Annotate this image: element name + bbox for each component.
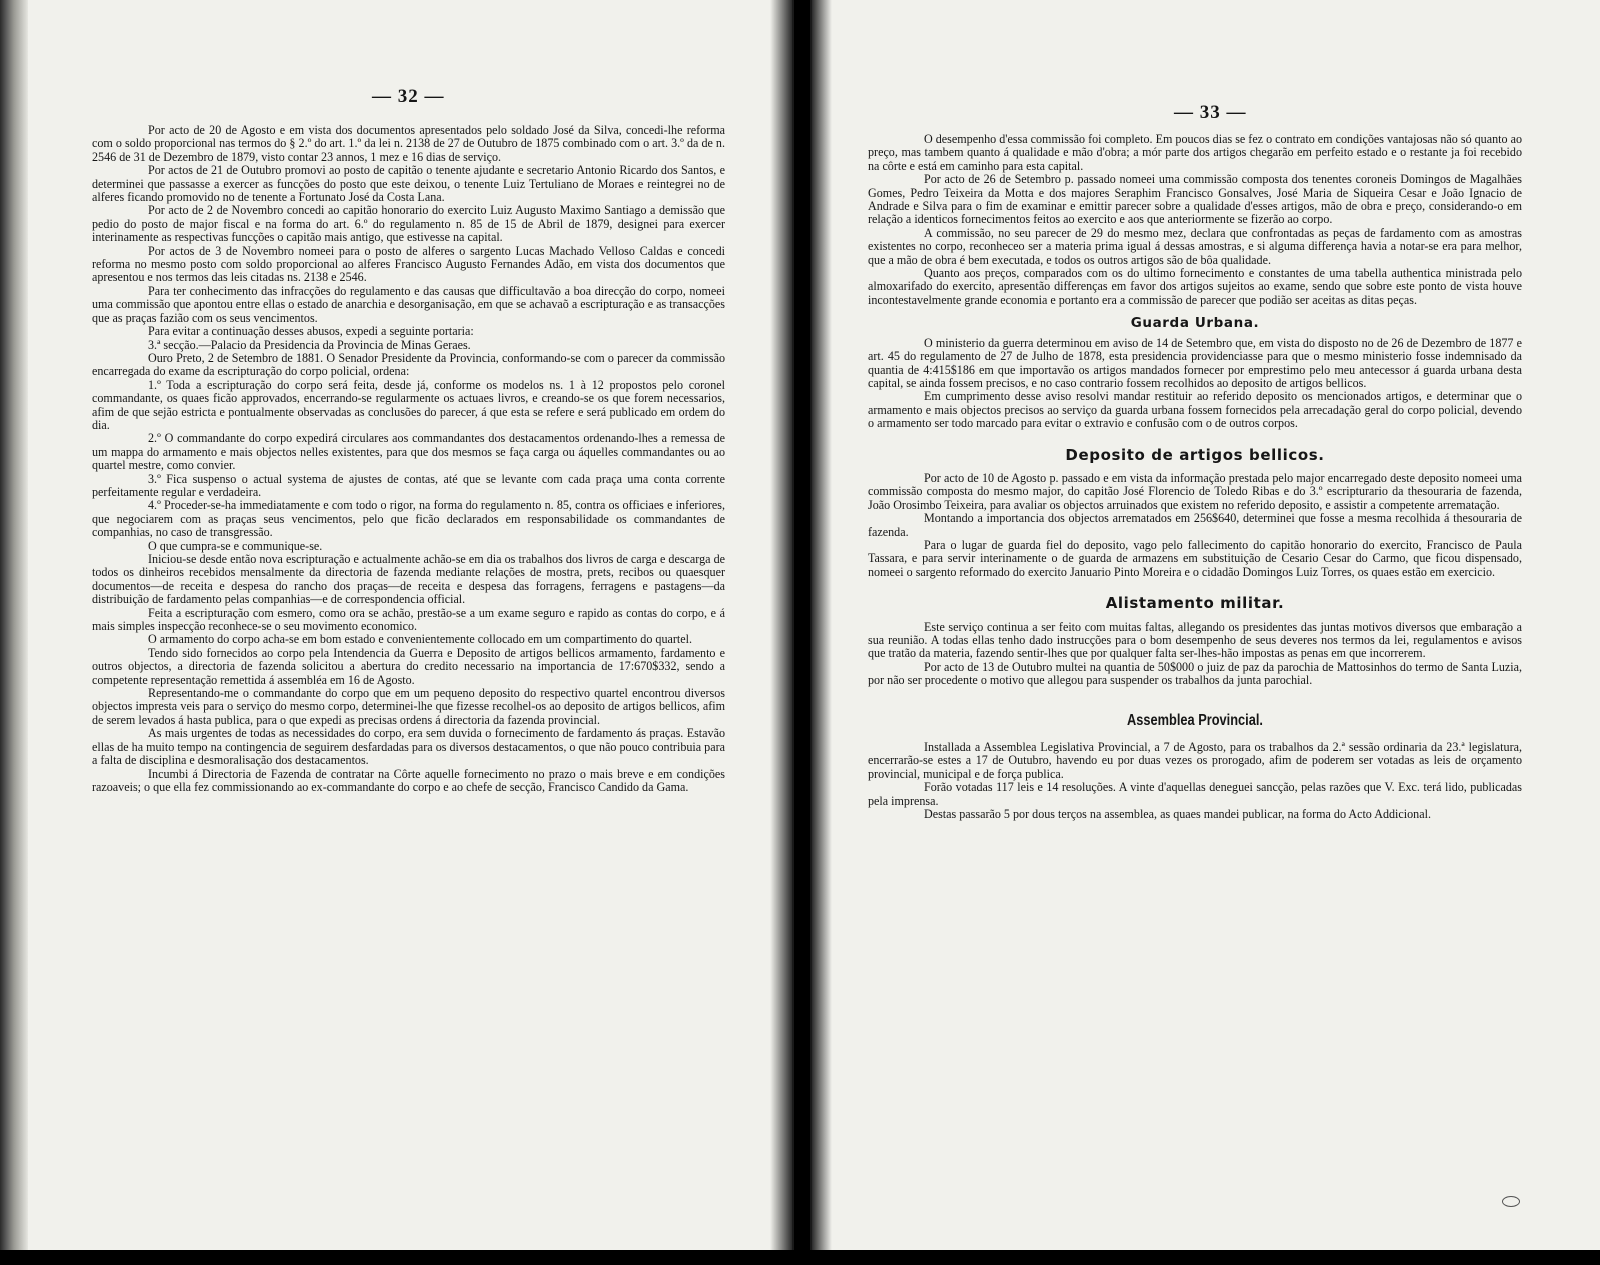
paragraph: A commissão, no seu parecer de 29 do mesmo mez, declara que confrontadas as peças de fardamento com as amostras existentes no corpo, reconheceo ser a materia prima igual á dessas amostras, e si alguma differença havia a notar-se era para melhor, que a mão de obra é bem executada, e todos os outros artigos são de bôa qualidade. bbox=[868, 225, 1522, 267]
paragraph: 2.º O commandante do corpo expedirá circulares aos commandantes dos destacamentos ordenando-lhes a remessa de um mappa do armamento e mais objectos nelles existentes, para que dos mesmos se faça carga ou áquelles commandantes ou ao quartel mestre, como convier. bbox=[92, 431, 725, 473]
right-page bbox=[810, 0, 1600, 1250]
paragraph: As mais urgentes de todas as necessidades do corpo, era sem duvida o fornecimento de fardamento ás praças. Estavão ellas de ha muito tempo na contingencia de seguirem desfardadas para os diversos destacamentos, o que não pouco contribuia para a falta de disciplina e desmoralisação dos destacamentos. bbox=[92, 726, 725, 768]
paragraph: Installada a Assemblea Legislativa Provincial, a 7 de Agosto, para os trabalhos da 2.ª sessão ordinaria da 23.ª legislatura, encerrarão-se estes a 17 de Outubro, havendo eu por duas vezes os prorogado, afim de poderem ser votadas as leis de orçamento provincial, municipal e de força publica. bbox=[868, 740, 1522, 781]
paragraph: 3.º Fica suspenso o actual systema de ajustes de contas, até que se levante com cada praça uma conta corrente perfeitamente regular e verdadeira. bbox=[92, 471, 725, 499]
page-stack-edge bbox=[0, 0, 28, 1250]
paragraph: Por acto de 26 de Setembro p. passado nomeei uma commissão composta dos tenentes coroneis Domingos de Magalhães Gomes, Pedro Teixeira da Motta e dos majores Seraphim Francisco Gonsalves, José Maria de Siqueira Cesar e João Ignacio de Andrade e Silva para o fim de examinar e emittir parecer sobre a qualidade d'esses artigos, mão de obra e preço, considerando-o em relação a identicos fornecimentos feitos ao exercito e aos que anteriormente se fizerão ao corpo. bbox=[868, 172, 1522, 227]
paragraph: Por actos de 3 de Novembro nomeei para o posto de alferes o sargento Lucas Machado Velloso Caldas e concedi reforma no mesmo posto com soldo proporcional ao alferes Francisco Augusto Fernandes Adão, em vista dos documentos que apresentou e nos termos das leis citadas ns. 2138 e 2546. bbox=[92, 243, 725, 285]
paragraph: Por actos de 21 de Outubro promovi ao posto de capitão o tenente ajudante e secretario Antonio Ricardo dos Santos, e determinei que passasse a exercer as funcções do posto que este deixou, o tenente Luiz Tertuliano de Moraes e reintegrei no de alferes ficando promovido no de tenente a Fortunato José da Costa Lana. bbox=[92, 163, 725, 205]
paragraph: Para evitar a continuação desses abusos, expedi a seguinte portaria: bbox=[148, 324, 474, 339]
left-page-body bbox=[92, 124, 725, 794]
paragraph: Por acto de 20 de Agosto e em vista dos documentos apresentados pelo soldado José da Silva, concedi-lhe reforma com o soldo proporcional nas termos do § 2.º do art. 1.º da lei n. 2138 de 27 de Outubro de 1875 combinado com o art. 3.º da de n. 2546 de 31 de Dezembro de 1879, visto contar 23 annos, 1 mez e 16 dias de serviço. bbox=[92, 123, 725, 164]
paragraph: 1.º Toda a escripturação do corpo será feita, desde já, conforme os modelos ns. 1 à 12 propostos pelo coronel commandante, os quaes ficão approvados, encerrando-se regularmente os actuaes livros, e creando-se os que forem necessarios, afim de que sejão estricta e pontualmente observadas as conclusões do parecer, á que esta se refere e será publicado em ordem do dia. bbox=[92, 377, 725, 432]
paragraph: Tendo sido fornecidos ao corpo pela Intendencia da Guerra e Deposito de artigos bellicos armamento, fardamento e outros objectos, a directoria de fazenda solicitou a abertura do credito necessario na importancia de 17:670$332, sendo a competente representação remettida á assembléa em 16 de Agosto. bbox=[92, 645, 725, 687]
left-page bbox=[0, 0, 794, 1250]
gutter-shadow bbox=[812, 0, 832, 1250]
page-number: — 32 — bbox=[372, 86, 445, 107]
paragraph: Por acto de 10 de Agosto p. passado e em vista da informação prestada pelo major encarregado deste deposito nomeei uma commissão composta do mesmo major, do capitão José Florencio de Toledo Ribas e do 3.º escripturario da thesouraria de fazenda, João Orosimbo Teixeira, para avaliar os objectos arruinados que existem no referido deposito, e assistir a competente arrematação. bbox=[868, 470, 1522, 512]
ink-speck bbox=[1502, 1196, 1520, 1207]
paragraph: Para ter conhecimento das infracções do regulamento e das causas que difficultavão a boa direcção do corpo, nomeei uma commissão que apontou entre ellas o estado de anarchia e desorganisação, em que se achavaõ a escripturação e as transacções que as praças fazião com os seus vencimentos. bbox=[92, 283, 725, 325]
paragraph: Representando-me o commandante do corpo que em um pequeno deposito do respectivo quartel encontrou diversos objectos impresta veis para o serviço do mesmo corpo, determinei-lhe que fizesse recolhel-os ao deposito de artigos bellicos, afim de serem levados á hasta publica, para o que expedi as precisas ordens á directoria da fazenda provincial. bbox=[92, 686, 725, 727]
paragraph: Ouro Preto, 2 de Setembro de 1881. O Senador Presidente da Provincia, conformando-se com o parecer da commissão encarregada do exame da escripturação do corpo policial, ordena: bbox=[92, 350, 725, 379]
section-heading: Guarda Urbana. bbox=[1130, 315, 1260, 332]
paragraph: Este serviço continua a ser feito com muitas faltas, allegando os presidentes das juntas motivos diversos que embaração a sua reunião. A todas ellas tenho dado instrucções para o bom desempenho de seus deveres nos termos da lei, regulamentos e avisos que tratão da materia, fazendo sentir-lhes que por qualquer falta ser-lhes-hão impostas as penas em que incorrerem. bbox=[868, 619, 1522, 661]
right-page-body bbox=[868, 133, 1522, 821]
gutter-shadow bbox=[770, 0, 792, 1250]
paragraph: Por acto de 13 de Outubro multei na quantia de 50$000 o juiz de paz da parochia de Mattosinhos do termo de Santa Luzia, por não ser procedente o motivo que allegou para suspender os trabalhos da junta parochial. bbox=[868, 659, 1522, 688]
paragraph: 3.ª secção.—Palacio da Presidencia da Provincia de Minas Geraes. bbox=[148, 337, 471, 352]
section-heading: Assemblea Provincial. bbox=[1127, 711, 1263, 729]
paragraph: Destas passarão 5 por dous terços na assemblea, as quaes mandei publicar, na forma do Acto Addicional. bbox=[924, 807, 1431, 822]
paragraph: Por acto de 2 de Novembro concedi ao capitão honorario do exercito Luiz Augusto Maximo Santiago a demissão que pedio do posto de major fiscal e na forma do art. 6.º do regulamento n. 85 de 15 de Abril de 1879, designei para exercer interinamente as respectivas funcções o capitão mais antigo, que estivesse na capital. bbox=[92, 203, 725, 245]
paragraph: O ministerio da guerra determinou em aviso de 14 de Setembro que, em vista do disposto no de 26 de Dezembro de 1877 e art. 45 do regulamento de 27 de Julho de 1878, esta presidencia providenciasse para que o mesmo ministerio fosse indemnisado da quantia de 4:415$186 em que importavão os artigos mandados fornecer por emprestimo pelo meu antecessor á guarda urbana desta capital, se ainda fossem precisos, e no caso contrario fossem recolhidos ao deposito de artigos bellicos. bbox=[868, 335, 1522, 390]
paragraph: Em cumprimento desse aviso resolvi mandar restituir ao referido deposito os mencionados artigos, e determinar que o armamento e mais objectos precisos ao serviço da guarda urbana fossem fornecidos pela arrecadação geral do corpo policial, devendo o armamento ser todo marcado para evitar o extravio e confusão com o de outros corpos. bbox=[868, 389, 1522, 431]
paragraph: Feita a escripturação com esmero, como ora se achão, prestão-se a um exame seguro e rapido as contas do corpo, e á mais simples inspecção reconhece-se o seu movimento economico. bbox=[92, 605, 725, 634]
paragraph: O desempenho d'essa commissão foi completo. Em poucos dias se fez o contrato em condições vantajosas não só quanto ao preço, mas tambem quanto á qualidade e mão d'obra; a mór parte dos artigos chegarão em perfeito estado e o restante ja foi recebido na côrte e está em caminho para esta capital. bbox=[868, 132, 1522, 173]
paragraph: Iniciou-se desde então nova escripturação e actualmente achão-se em dia os trabalhos dos livros de carga e descarga de todos os dinheiros recebidos mensalmente da directoria de fazenda mediante relações de mostra, prets, recibos ou quaesquer documentos—de receita e despesa do rancho dos praças—de receita e despesa das forragens, ferragens e pastagens—da distribuição de fardamento pelas companhias—e de correspondencia official. bbox=[92, 552, 725, 607]
paragraph: Incumbi á Directoria de Fazenda de contratar na Côrte aquelle fornecimento no prazo o mais breve e em condições razoaveis; o que ella fez commissionando ao ex-commandante do corpo e ao chefe de secção, Francisco Candido da Gama. bbox=[92, 766, 725, 794]
paragraph: O que cumpra-se e communique-se. bbox=[148, 538, 323, 553]
paragraph: Quanto aos preços, comparados com os do ultimo fornecimento e constantes de uma tabella authentica ministrada pelo almoxarifado do exercito, apresentão differenças em favor dos artigos sujeitos ao exame, sendo que sobre este ponto de vista houve incontestavelmente grande economia e portanto era a commissão de parecer que podião ser aceitas as ditas peças. bbox=[868, 266, 1522, 307]
paragraph: Montando a importancia dos objectos arrematados em 256$640, determinei que fosse a mesma recolhida á thesouraria de fazenda. bbox=[868, 511, 1522, 539]
paragraph: Para o lugar de guarda fiel do deposito, vago pelo fallecimento do capitão honorario do exercito, Francisco de Paula Tassara, e para servir interinamente o de guarda de armazens em substituição de Cesario Cesar do Carmo, que ficou dispensado, nomeei o sargento reformado do exercito Januario Pinto Moreira e o cidadão Domingos Luiz Torres, os quaes estão em exercicio. bbox=[868, 537, 1522, 579]
section-heading: Alistamento militar. bbox=[1105, 594, 1285, 613]
paragraph: O armamento do corpo acha-se em bom estado e convenientemente collocado em um compartimento do quartel. bbox=[148, 632, 693, 647]
paragraph: Forão votadas 117 leis e 14 resoluções. A vinte d'aquellas deneguei sancção, pelas razões que V. Exc. terá lido, publicadas pela imprensa. bbox=[868, 780, 1522, 808]
paragraph: 4.º Proceder-se-ha immediatamente e com todo o rigor, na forma do regulamento n. 85, contra os officiaes e inferiores, que negociarem com as praças seus vencimentos, pelo que ficão declarados em responsabilidade os commandantes de companhias, no caso de transgressão. bbox=[92, 498, 725, 540]
section-heading: Deposito de artigos bellicos. bbox=[1065, 445, 1325, 464]
page-number: — 33 — bbox=[1174, 102, 1247, 123]
